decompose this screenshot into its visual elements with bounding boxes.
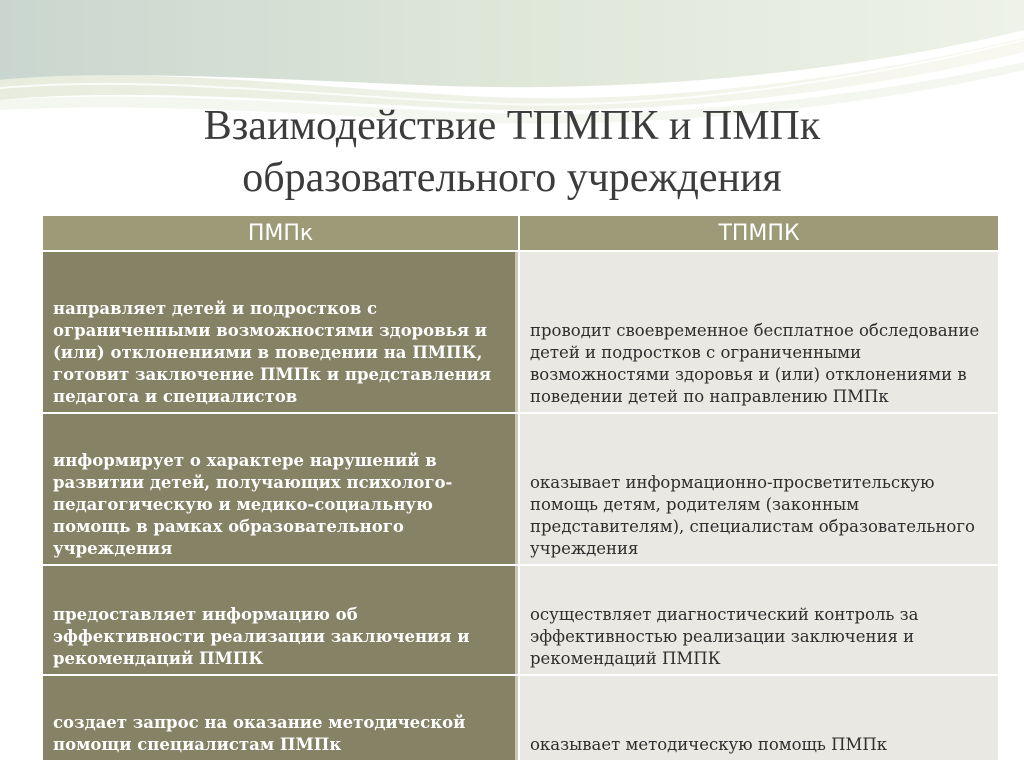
page-title [0, 100, 1024, 204]
pmpk-cell: информирует о характере нарушений в развитии детей, получающих психолого-педагогическую и медико-социальную помощь в рамках образовательного учреждения [43, 414, 518, 564]
title-line-1: Взаимодействие ТПМПК и ПМПк [203, 103, 821, 149]
table-header-row [43, 216, 998, 250]
table-row [43, 676, 998, 760]
column-header-pmpk: ПМПк [43, 216, 518, 250]
tpmpk-cell: проводит своевременное бесплатное обследование детей и подростков с ограниченными возможностями здоровья и (или) отклонениями в поведении детей по направлению ПМПк [520, 252, 998, 412]
interaction-table [41, 214, 1000, 762]
column-header-tpmpk: ТПМПК [520, 216, 998, 250]
table-row [43, 252, 998, 412]
tpmpk-cell: осуществляет диагностический контроль за эффективностью реализации заключения и рекомендаций ПМПК [520, 566, 998, 674]
table-row [43, 414, 998, 564]
title-line-2: образовательного учреждения [242, 155, 782, 201]
tpmpk-cell: оказывает информационно-просветительскую помощь детям, родителям (законным представителям), специалистам образовательного учреждения [520, 414, 998, 564]
pmpk-cell: создает запрос на оказание методической помощи специалистам ПМПк [43, 676, 518, 760]
pmpk-cell: направляет детей и подростков с ограниченными возможностями здоровья и (или) отклонениями в поведении на ПМПК, готовит заключение ПМПк и представления педагога и специалистов [43, 252, 518, 412]
table-row [43, 566, 998, 674]
tpmpk-cell: оказывает методическую помощь ПМПк [520, 676, 998, 760]
pmpk-cell: предоставляет информацию об эффективности реализации заключения и рекомендаций ПМПК [43, 566, 518, 674]
